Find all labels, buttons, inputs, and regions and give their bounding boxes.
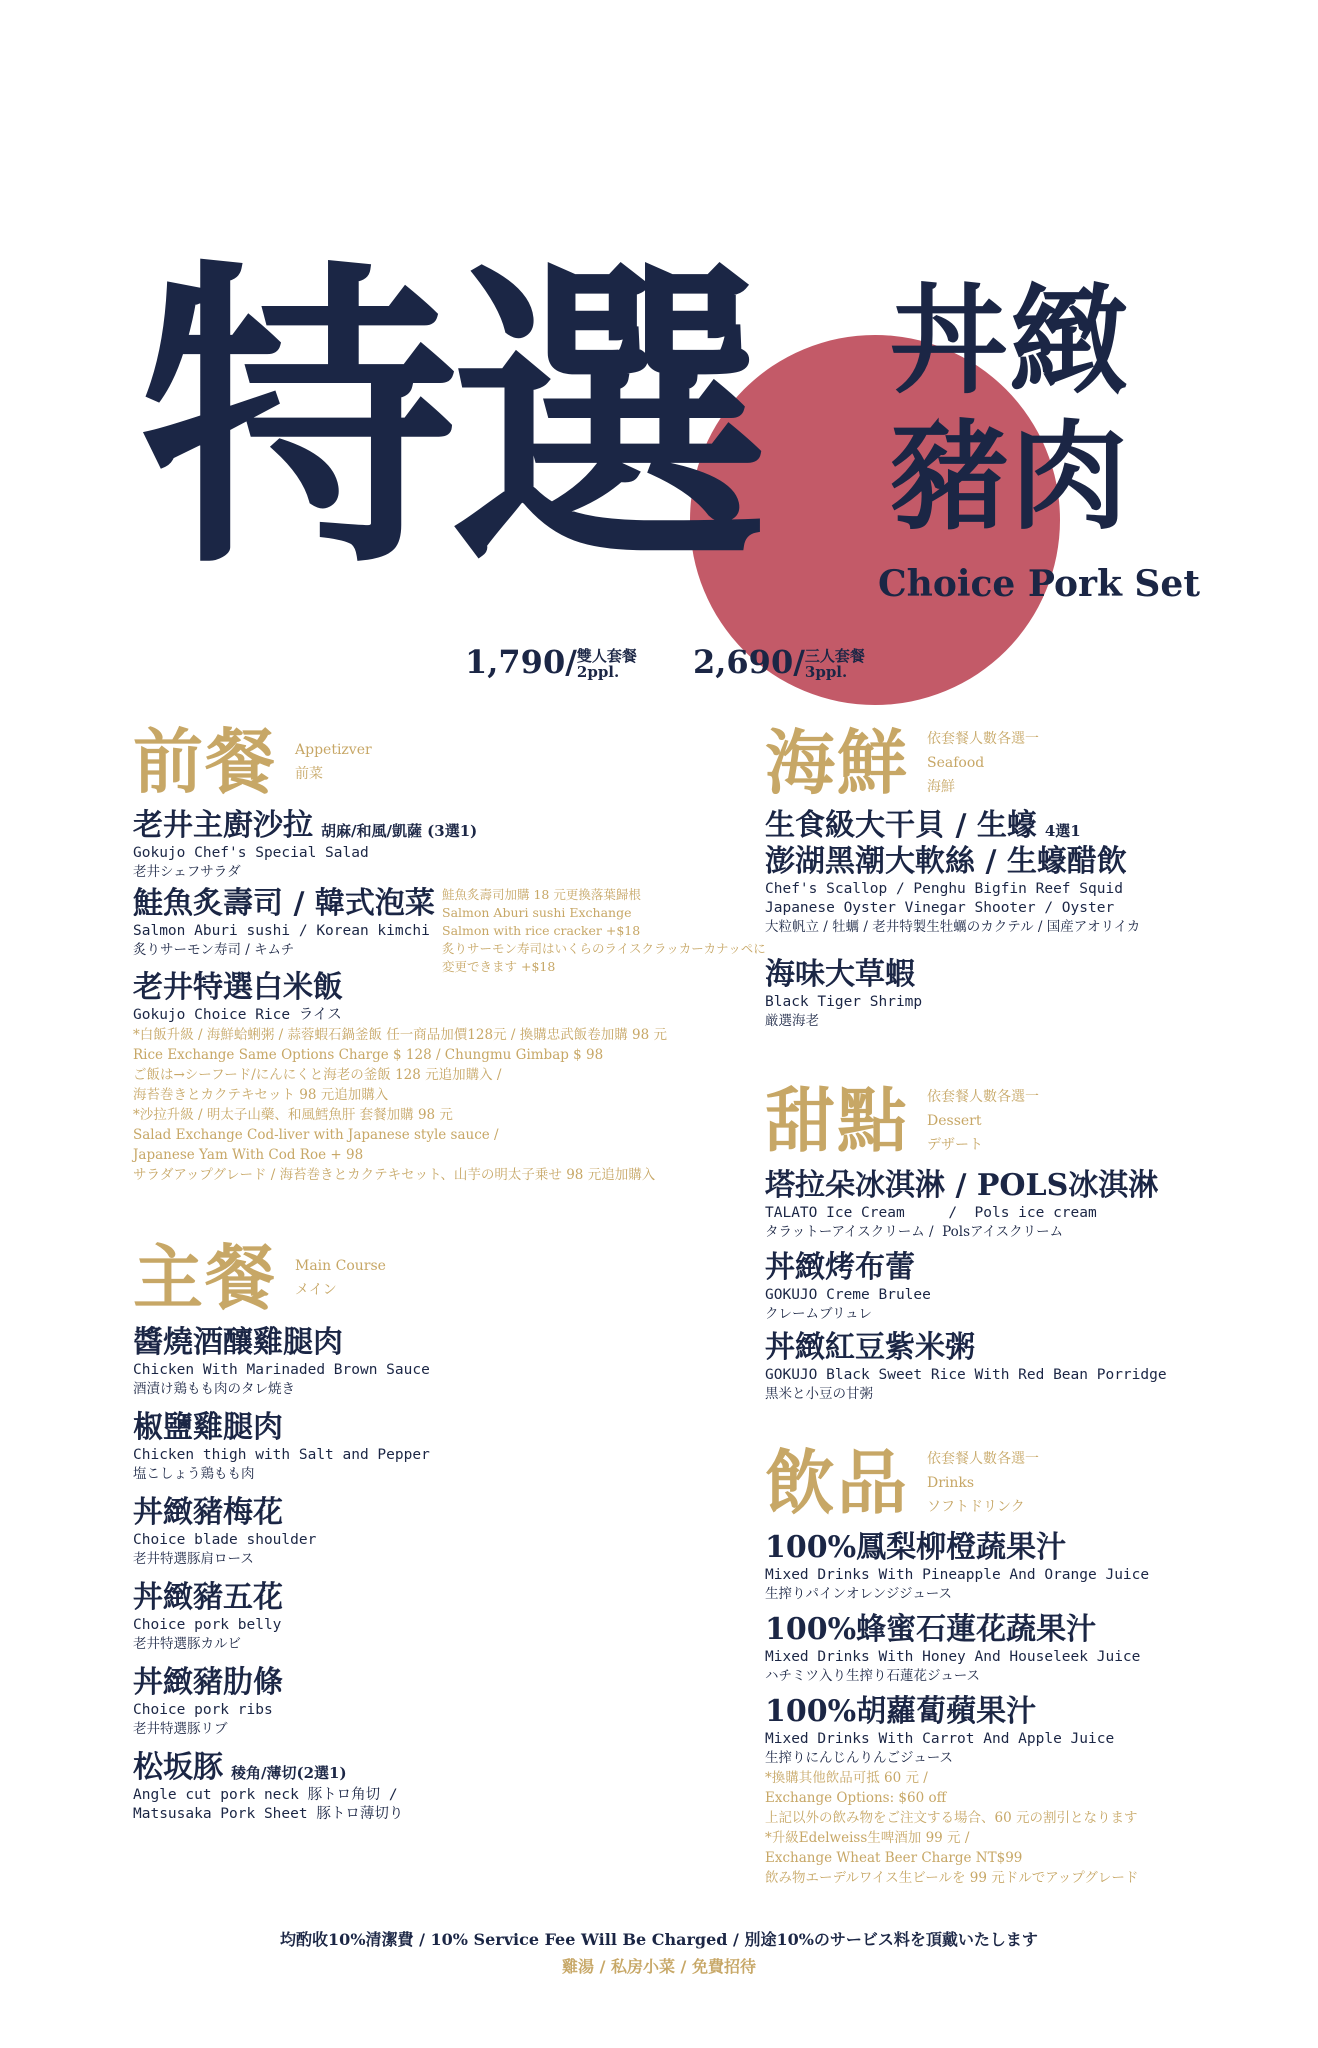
menu-item-matsusaka-pork: 松坂豚 稜角/薄切(2選1) Angle cut pork neck 豚トロ角切 / Matsusaka Pork Sheet 豚トロ薄切り [133,1750,404,1822]
drink-exchange-notes: *換購其他飲品可抵 60 元 / Exchange Options: $60 off 上記以外の飲み物をご注文する場合、60 元の割引となります *升級Edelweiss生啤酒加 99 元 / Exchange Wheat Beer Charge NT$99 飲み物エーデルワイス生ビールを 99 元ドルでアップグレード [765,1770,1139,1886]
appetizer-subtitle: Appetizver 前菜 [295,742,372,782]
menu-item-blade-shoulder: 丼緻豬梅花 Choice blade shoulder 老井特選豚肩ロース [133,1495,317,1567]
dessert-heading [765,1079,1039,1162]
menu-item-chicken-salt-pepper: 椒鹽雞腿肉 Chicken thigh with Salt and Pepper 塩こしょう鶏もも肉 [133,1410,430,1482]
menu-item-ice-cream: 塔拉朵冰淇淋 / POLS冰淇淋 TALATO Ice Cream / Pols ice cream タラットーアイスクリーム / Polsアイスクリーム [765,1168,1159,1240]
rice-upgrade-notes: *白飯升級 / 海鮮蛤蜊粥 / 蒜蓉蝦石鍋釜飯 任一商品加價128元 / 換購忠武飯卷加購 98 元 Rice Exchange Same Options Charge $ 128 / Chungmu Gimbap $ 98 ご飯は→シーフード/にんにくと海老の釜飯 128 元追加購入 / 海苔巻きとカクテキセット 98 元追加購入 *沙拉升級 / 明太子山藥、和風鱈魚肝 套餐加購 98 元 Salad Exchange Cod-liver with Japanese style sauce / Japanese Yam With Cod Roe + 98 サラダアップグレード / 海苔巻きとカクテキセット、山芋の明太子乗せ 98 元追加購入 [133,1027,667,1183]
complimentary-items: 雞湯 / 私房小菜 / 免費招待 [562,1957,756,1976]
subtitle-line-2: 豬肉 [890,407,1131,546]
price-2-value: 2,690/ [693,643,805,681]
drinks-subtitle: 依套餐人數各選一 Drinks ソフトドリンク [927,1451,1039,1515]
service-fee-note: 均酌收10%清潔費 / 10% Service Fee Will Be Charged / 別途10%のサービス料を頂戴いたします [280,1930,1038,1949]
menu-item-tiger-shrimp: 海味大草蝦 Black Tiger Shrimp 厳選海老 [765,957,923,1029]
menu-item-carrot-juice: 100%胡蘿蔔蘋果汁 Mixed Drinks With Carrot And Apple Juice 生搾りにんじんりんごジュース [765,1694,1115,1766]
menu-item-chef-salad: 老井主廚沙拉 胡麻/和風/凱薩 (3選1) Gokujo Chef's Special Salad 老井シェフサラダ [133,808,478,880]
subtitle-line-1: 丼緻 [890,271,1131,410]
menu-item-white-rice: 老井特選白米飯 Gokujo Choice Rice ライス [133,970,343,1023]
main-course-heading [133,1236,386,1319]
menu-item-rice-porridge: 丼緻紅豆紫米粥 GOKUJO Black Sweet Rice With Red Bean Porridge 黒米と小豆の甘粥 [765,1330,1167,1402]
main-course-subtitle: Main Course メイン [295,1258,386,1298]
price-1-label: 雙人套餐 2ppl. [576,646,637,681]
main-course-title: 主餐 [133,1236,277,1319]
menu-item-pork-belly: 丼緻豬五花 Choice pork belly 老井特選豚カルビ [133,1580,283,1652]
seafood-subtitle: 依套餐人數各選一 Seafood 海鮮 [927,731,1039,795]
menu-item-creme-brulee: 丼緻烤布蕾 GOKUJO Creme Brulee クレームブリュレ [765,1250,931,1322]
salmon-exchange-note: 鮭魚炙壽司加購 18 元更換落葉歸根 Salmon Aburi sushi Exchange Salmon with rice cracker +$18 炙りサーモン寿司はいくらのライスクラッカーカナッペに 変更できます +$18 [442,887,766,974]
appetizer-title: 前餐 [133,720,277,803]
menu-item-salmon-sushi: 鮭魚炙壽司 / 韓式泡菜 Salmon Aburi sushi / Korean kimchi 炙りサーモン寿司 / キムチ [133,886,435,958]
menu-item-pork-ribs: 丼緻豬肋條 Choice pork ribs 老井特選豚リブ [133,1665,283,1737]
drinks-heading [765,1441,1039,1524]
menu-item-pineapple-juice: 100%鳳梨柳橙蔬果汁 Mixed Drinks With Pineapple And Orange Juice 生搾りパインオレンジジュース [765,1530,1150,1602]
price-1-value: 1,790/ [465,643,577,681]
english-title: Choice Pork Set [878,563,1200,605]
seafood-heading [765,721,1039,804]
menu-item-chicken-brown-sauce: 醬燒酒釀雞腿肉 Chicken With Marinaded Brown Sauce 酒漬け鶏もも肉のタレ焼き [133,1325,430,1397]
price-two-people [465,643,637,681]
appetizer-heading [133,720,372,803]
dessert-title: 甜點 [765,1079,909,1162]
seafood-title: 海鮮 [765,721,909,804]
menu-item-honey-juice: 100%蜂蜜石蓮花蔬果汁 Mixed Drinks With Honey And Houseleek Juice ハチミツ入り生搾り石蓮花ジュース [765,1612,1141,1684]
dessert-subtitle: 依套餐人數各選一 Dessert デザート [927,1089,1039,1153]
drinks-title: 飲品 [765,1441,909,1524]
price-2-label: 三人套餐 3ppl. [804,646,865,681]
price-three-people [693,643,865,681]
page-title: 特選 [140,232,760,606]
menu-item-scallop-oyster: 生食級大干貝 / 生蠔 4選1 澎湖黑潮大軟絲 / 生蠔醋飲 Chef's Scallop / Penghu Bigfin Reef Squid Japanese Oyster Vinegar Shooter / Oyster 大粒帆立 / 牡蠣 / 老井特製生牡蠣のカクテル / 国産アオリイカ [765,808,1141,935]
